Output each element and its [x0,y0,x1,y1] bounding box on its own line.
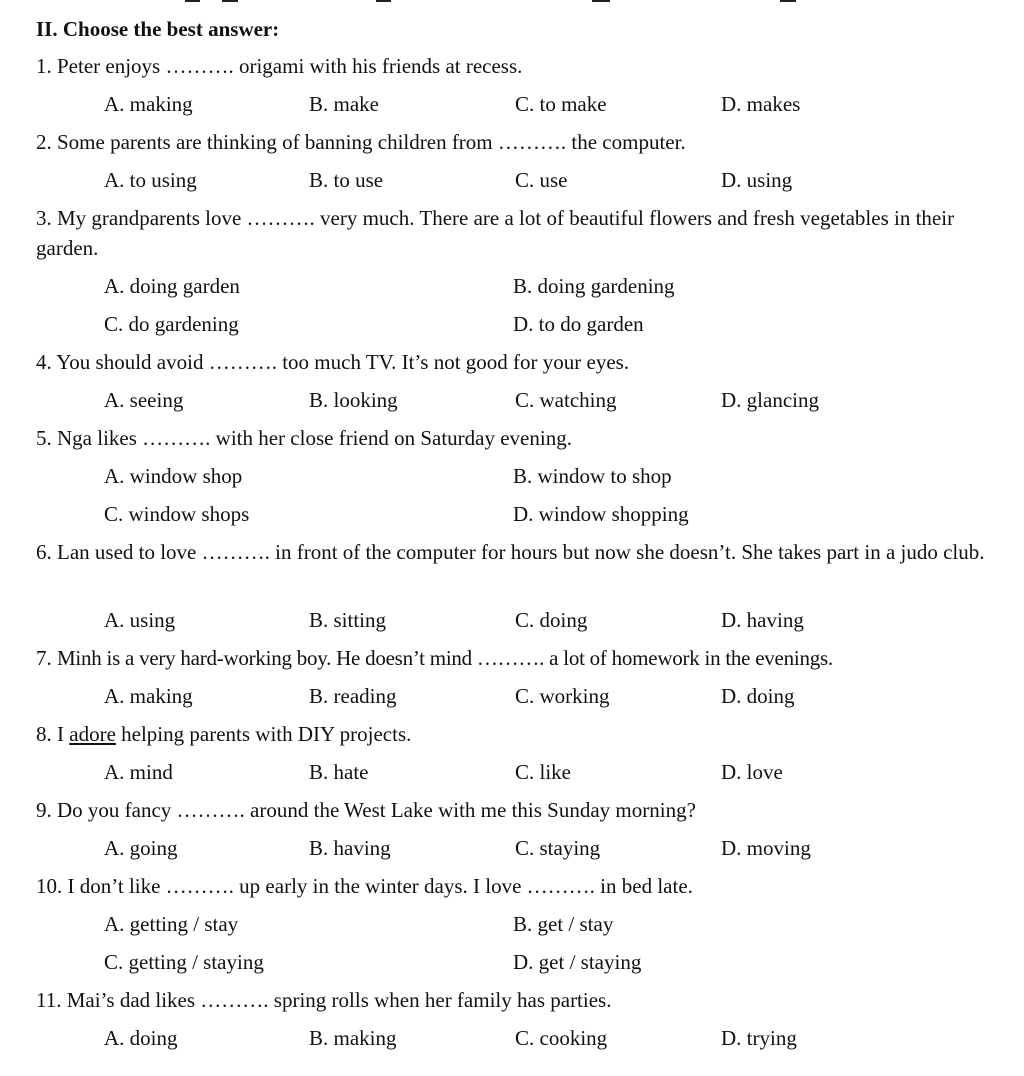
option-c[interactable]: C. window shops [104,502,250,526]
question-number: 11. [36,988,62,1012]
option-d[interactable]: D. moving [721,836,811,860]
option-a[interactable]: A. getting / stay [104,912,239,936]
question-1 [36,51,1010,127]
question-7 [36,643,1010,719]
question-11 [36,985,1010,1061]
option-b[interactable]: B. looking [309,388,398,412]
option-c[interactable]: C. getting / staying [104,950,264,974]
option-c[interactable]: C. like [515,760,571,784]
option-d[interactable]: D. window shopping [513,502,689,526]
answer-options [36,165,1010,203]
option-a[interactable]: A. seeing [104,388,184,412]
question-stem: I don’t like ………. up early in the winter days. I love ………. in bed late. [67,874,693,898]
option-b[interactable]: B. having [309,836,391,860]
question-number: 5. [36,426,52,450]
question-stem: Mai’s dad likes ………. spring rolls when her family has parties. [66,988,612,1012]
question-3 [36,203,1010,347]
option-d[interactable]: D. glancing [721,388,819,412]
question-text [36,719,1010,757]
question-text [36,347,1010,385]
question-number: 2. [36,130,52,154]
question-8 [36,719,1010,795]
option-b[interactable]: B. reading [309,684,397,708]
question-text [36,203,1010,271]
answer-options-row-1 [36,461,1010,499]
question-2 [36,127,1010,203]
option-d[interactable]: D. to do garden [513,312,644,336]
question-text [36,51,1010,89]
question-6 [36,537,1010,643]
question-text [36,423,1010,461]
question-text [36,643,1010,681]
answer-options-row-2 [36,499,1010,537]
option-d[interactable]: D. get / staying [513,950,642,974]
answer-options-row-2 [36,947,1010,985]
option-c[interactable]: C. to make [515,92,607,116]
question-number: 10. [36,874,63,898]
question-stem: Lan used to love ………. in front of the computer for hours but now she doesn’t. She takes part in a judo club. [57,540,985,564]
answer-options [36,757,1010,795]
question-stem-after: helping parents with DIY projects. [115,722,412,746]
question-number: 7. [36,646,52,670]
option-b[interactable]: B. make [309,92,379,116]
cropped-line-marks [0,0,1024,6]
option-a[interactable]: A. going [104,836,178,860]
option-b[interactable]: B. making [309,1026,397,1050]
option-b[interactable]: B. doing gardening [513,274,675,298]
option-b[interactable]: B. sitting [309,608,387,632]
answer-options [36,605,1010,643]
option-c[interactable]: C. doing [515,608,588,632]
question-stem: Do you fancy ………. around the West Lake with me this Sunday morning? [57,798,696,822]
option-a[interactable]: A. to using [104,168,197,192]
answer-options-row-2 [36,309,1010,347]
answer-options [36,681,1010,719]
option-b[interactable]: B. get / stay [513,912,614,936]
answer-options-row-1 [36,909,1010,947]
question-10 [36,871,1010,985]
option-a[interactable]: A. window shop [104,464,243,488]
question-stem: Peter enjoys ………. origami with his friends at recess. [57,54,523,78]
option-a[interactable]: A. doing [104,1026,178,1050]
answer-options [36,385,1010,423]
option-a[interactable]: A. making [104,684,193,708]
option-a[interactable]: A. mind [104,760,173,784]
question-stem: Some parents are thinking of banning children from ………. the computer. [57,130,686,154]
option-d[interactable]: D. makes [721,92,801,116]
option-c[interactable]: C. do gardening [104,312,239,336]
question-number: 8. [36,722,52,746]
question-text [36,537,1010,605]
question-text [36,985,1010,1023]
option-d[interactable]: D. love [721,760,783,784]
question-stem: My grandparents love ………. very much. There are a lot of beautiful flowers and fresh vegetables in their garden. [36,206,955,260]
option-a[interactable]: A. making [104,92,193,116]
question-9 [36,795,1010,871]
option-c[interactable]: C. cooking [515,1026,608,1050]
question-number: 1. [36,54,52,78]
question-number: 4. [36,350,52,374]
option-a[interactable]: A. using [104,608,176,632]
option-d[interactable]: D. having [721,608,804,632]
question-stem: You should avoid ………. too much TV. It’s not good for your eyes. [56,350,630,374]
question-stem-before: I [57,722,70,746]
question-number: 9. [36,798,52,822]
question-number: 6. [36,540,52,564]
answer-options [36,833,1010,871]
option-a[interactable]: A. doing garden [104,274,240,298]
question-stem: Nga likes ………. with her close friend on Saturday evening. [57,426,572,450]
option-d[interactable]: D. doing [721,684,795,708]
question-stem: Minh is a very hard-working boy. He doesn’t mind ………. a lot of homework in the evenings. [57,646,833,670]
answer-options-row-1 [36,271,1010,309]
option-d[interactable]: D. trying [721,1026,797,1050]
option-c[interactable]: C. watching [515,388,617,412]
question-5 [36,423,1010,537]
option-c[interactable]: C. use [515,168,568,192]
answer-options [36,89,1010,127]
question-4 [36,347,1010,423]
option-d[interactable]: D. using [721,168,793,192]
answer-options [36,1023,1010,1061]
question-number: 3. [36,206,52,230]
option-b[interactable]: B. to use [309,168,384,192]
section-title: II. Choose the best answer: [36,17,280,41]
question-text [36,871,1010,909]
question-text [36,795,1010,833]
question-text [36,127,1010,165]
option-b[interactable]: B. hate [309,760,369,784]
option-c[interactable]: C. staying [515,836,601,860]
underlined-word: adore [69,722,116,746]
option-c[interactable]: C. working [515,684,610,708]
option-b[interactable]: B. window to shop [513,464,672,488]
